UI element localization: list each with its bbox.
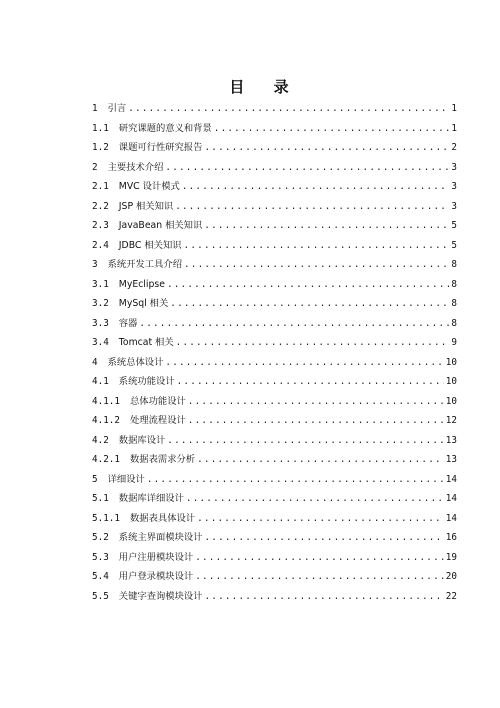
toc-entry-page-number: 16 (445, 532, 457, 543)
toc-entry-page-number: 14 (445, 512, 457, 524)
toc-entry-number: 3.2 (92, 298, 109, 309)
toc-entry-title: 用户注册模块设计 (118, 551, 194, 563)
toc-entry-page-number: 10 (445, 395, 457, 407)
toc-entry (92, 567, 457, 587)
toc-entry-number: 1.1 (92, 122, 109, 134)
toc-dot-leader (177, 372, 444, 392)
toc-entry-title: 数据表具体设计 (130, 512, 196, 524)
toc-dot-leader (176, 333, 450, 353)
toc-dot-leader (175, 197, 449, 217)
toc-entry-page-number: 14 (445, 473, 457, 485)
toc-entry-page-number: 5 (451, 239, 457, 251)
toc-entry (92, 333, 457, 353)
toc-entry-title: 系统总体设计 (107, 356, 164, 368)
toc-entry-number: 1.2 (92, 142, 109, 153)
toc-entry (92, 255, 457, 275)
toc-entry-page-number: 5 (451, 220, 457, 231)
toc-entry-page-number: 13 (445, 454, 457, 465)
toc-entry-title: 课题可行性研究报告 (118, 142, 203, 153)
toc-entry-title: JavaBean 相关知识 (118, 220, 203, 231)
toc-entry (92, 431, 457, 451)
toc-dot-leader (204, 216, 449, 236)
toc-dot-leader (195, 548, 444, 568)
toc-entry (92, 470, 457, 490)
toc-entry-number: 4.2 (92, 434, 109, 446)
toc-entry-title: MyEclipse (118, 278, 165, 290)
toc-entry-number: 4.1.1 (92, 395, 120, 407)
toc-entry-title: 总体功能设计 (130, 395, 186, 407)
toc-entry-title: MVC 设计模式 (118, 181, 180, 192)
toc-entry-number: 4.2.1 (92, 454, 120, 465)
toc-dot-leader (167, 275, 449, 295)
toc-entry-title: MySql 相关 (118, 298, 169, 309)
toc-entry (92, 138, 457, 158)
toc-dot-leader (204, 138, 449, 158)
toc-dot-leader (165, 158, 449, 178)
toc-entry (92, 294, 457, 314)
toc-entry (92, 509, 457, 529)
toc-entry-title: 系统功能设计 (118, 376, 175, 387)
toc-entry-number: 2.1 (92, 181, 109, 192)
toc-title: 目 录 (229, 78, 301, 96)
toc-entry (92, 489, 457, 509)
toc-entry-page-number: 19 (445, 551, 457, 563)
toc-entry-page-number: 8 (451, 298, 457, 309)
toc-entry-title: JSP 相关知识 (118, 200, 174, 212)
toc-list (92, 99, 457, 606)
toc-entry-title: 用户登录模块设计 (118, 571, 194, 582)
toc-entry (92, 216, 457, 236)
toc-entry-number: 5.1.1 (92, 512, 120, 524)
toc-entry-number: 2.2 (92, 200, 109, 212)
toc-entry-number: 5.5 (92, 590, 109, 602)
toc-entry-number: 3.4 (92, 337, 109, 348)
toc-entry (92, 236, 457, 256)
toc-entry-title: 数据库详细设计 (118, 493, 184, 504)
toc-entry-number: 4.1.2 (92, 415, 120, 426)
toc-entry-title: 数据表需求分析 (130, 454, 196, 465)
toc-dot-leader (182, 177, 450, 197)
toc-entry (92, 158, 457, 178)
toc-entry (92, 275, 457, 295)
toc-dot-leader (214, 119, 450, 139)
toc-entry (92, 353, 457, 373)
toc-dot-leader (197, 450, 444, 470)
toc-dot-leader (170, 294, 449, 314)
toc-entry-number: 2.4 (92, 239, 109, 251)
toc-entry-number: 3.1 (92, 278, 109, 290)
toc-entry-number: 5.4 (92, 571, 109, 582)
toc-entry-page-number: 3 (451, 161, 457, 173)
toc-entry-page-number: 13 (445, 434, 457, 446)
toc-entry-number: 5.1 (92, 493, 109, 504)
toc-entry-page-number: 8 (451, 278, 457, 290)
toc-entry-title: 研究课题的意义和背景 (118, 122, 212, 134)
toc-entry (92, 99, 457, 119)
toc-dot-leader (188, 411, 444, 431)
toc-dot-leader (188, 392, 444, 412)
toc-entry (92, 548, 457, 568)
toc-entry (92, 177, 457, 197)
toc-entry (92, 392, 457, 412)
toc-entry (92, 119, 457, 139)
toc-entry-number: 5.2 (92, 532, 109, 543)
toc-entry (92, 587, 457, 607)
toc-dot-leader (147, 470, 444, 490)
toc-dot-leader (204, 528, 443, 548)
toc-entry-title: 系统开发工具介绍 (107, 259, 182, 270)
toc-entry-page-number: 22 (445, 590, 457, 602)
toc-entry-page-number: 10 (445, 356, 457, 368)
toc-entry-number: 2.3 (92, 220, 109, 231)
toc-entry-number: 5.3 (92, 551, 109, 563)
toc-entry-page-number: 9 (451, 337, 457, 348)
toc-entry-number: 3.3 (92, 317, 109, 329)
toc-entry-page-number: 10 (445, 376, 457, 387)
toc-entry-title: Tomcat 相关 (118, 337, 174, 348)
toc-entry-page-number: 14 (445, 493, 457, 504)
toc-entry-page-number: 2 (451, 142, 457, 153)
toc-entry-number: 1 (92, 103, 98, 114)
toc-entry-number: 4 (92, 356, 98, 368)
toc-entry-title: 处理流程设计 (130, 415, 186, 426)
toc-entry-page-number: 8 (451, 259, 457, 270)
toc-dot-leader (139, 314, 449, 334)
toc-entry-page-number: 1 (451, 122, 457, 134)
toc-entry-number: 3 (92, 259, 98, 270)
toc-entry-page-number: 3 (451, 181, 457, 192)
toc-entry-title: 系统主界面模块设计 (118, 532, 203, 543)
toc-dot-leader (184, 255, 449, 275)
toc-entry (92, 314, 457, 334)
toc-dot-leader (128, 99, 449, 119)
toc-entry-title: 关键字查询模块设计 (118, 590, 203, 602)
toc-dot-leader (204, 587, 443, 607)
toc-entry-title: 主要技术介绍 (107, 161, 164, 173)
toc-entry-page-number: 8 (451, 317, 457, 329)
toc-entry (92, 197, 457, 217)
toc-dot-leader (186, 489, 444, 509)
toc-entry (92, 528, 457, 548)
toc-entry-title: 数据库设计 (118, 434, 166, 446)
toc-entry-title: 详细设计 (107, 473, 145, 485)
toc-dot-leader (165, 353, 443, 373)
toc-entry-page-number: 3 (451, 200, 457, 212)
toc-entry (92, 411, 457, 431)
toc-entry-page-number: 12 (445, 415, 457, 426)
toc-entry-title: 容器 (118, 317, 138, 329)
toc-entry (92, 372, 457, 392)
toc-entry-title: JDBC 相关知识 (118, 239, 182, 251)
toc-entry (92, 450, 457, 470)
toc-entry-number: 5 (92, 473, 98, 485)
toc-entry-title: 引言 (107, 103, 127, 114)
toc-entry-page-number: 20 (445, 571, 457, 582)
toc-entry-page-number: 1 (451, 103, 457, 114)
toc-dot-leader (184, 236, 450, 256)
toc-dot-leader (197, 509, 444, 529)
toc-entry-number: 4.1 (92, 376, 109, 387)
toc-entry-number: 2 (92, 161, 98, 173)
toc-dot-leader (167, 431, 444, 451)
toc-dot-leader (195, 567, 444, 587)
